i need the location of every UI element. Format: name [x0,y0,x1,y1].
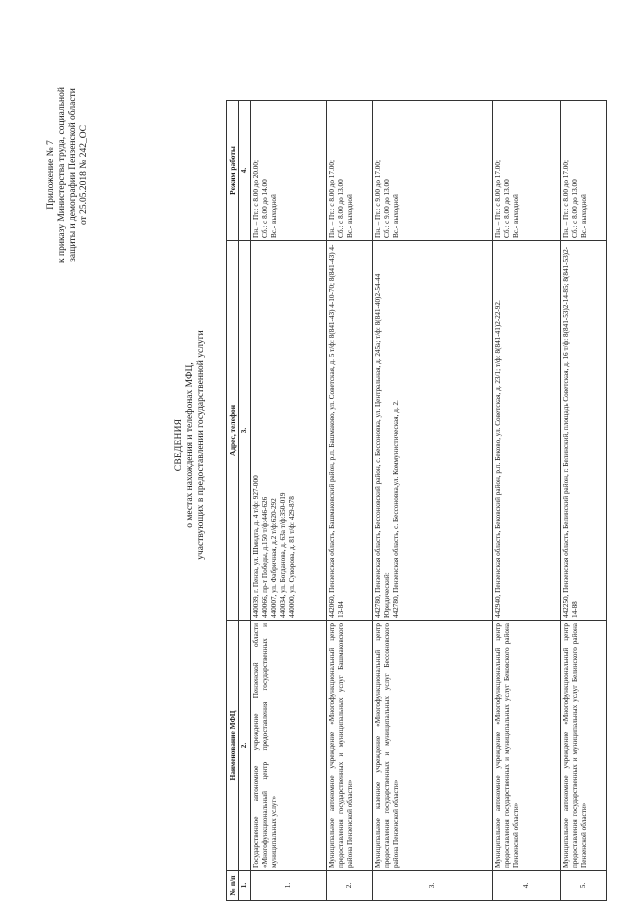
table-row [251,101,327,901]
row-number: 5. [561,871,607,901]
table-row [327,101,373,901]
address-line: 442780, Пензенская область, с. Бессоновка,ул. Коммунистическая, д. 2. [392,400,400,618]
mfc-table [226,100,607,901]
heading-line-3: участвующих в предоставлении государственной услуги [196,330,206,560]
appendix-block [46,25,90,325]
address-line: 442060, Пензенская область, Башмаковский район, р.п. Башмаково, ул. Советская, д. 5 т/ф: 8(841-43) 4-10-70; 8(841-43) 4-13-84 [328,244,345,618]
header-hours: Режим работы [227,101,239,241]
address-line: 440034, ул. Богданова, д. 63а т/ф:350-019 [279,492,287,618]
column-number: 4. [239,101,251,241]
header-name: Наименование МФЦ [227,621,239,871]
hours-line: Сб.: с 9.00 до 13.00 [383,179,391,238]
document-title: СВЕДЕНИЯ [174,418,184,472]
hours-line: Пн. – Пт.: с 9.00 до 17.00; [374,160,382,238]
hours-line: Пн. – Пт.: с 8.00 до 20.00; [252,160,260,238]
mfc-name: Государственное автономное учреждение Пензенской области «Многофункциональный центр предоставления государственных и муниципальных услуг» [251,621,327,871]
header-address: Адрес, телефон [227,241,239,621]
address-line: Юридический: [383,572,391,618]
table-row [561,101,607,901]
address-line: 440066, пр-т Победы, д.150 т/ф:446-626 [261,496,269,618]
column-number: 3. [239,241,251,621]
mfc-hours [251,101,327,241]
heading-line-2: о местах нахождения и телефонах МФЦ, [185,362,195,528]
mfc-name: Муниципальное автономное учреждение «Многофункциональный центр предоставления государственных и муниципальных услуг Белинского района Пензенской области» [561,621,607,871]
hours-line: Вс.- выходной [580,194,588,238]
mfc-name: Муниципальное казенное учреждение «Многофункциональный центр предоставления государственных и муниципальных услуг Бессоновского района Пензенской области» [373,621,493,871]
appendix-line-2: к приказу Министерства труда, социальной [57,87,67,263]
hours-line: Сб.: с 8.00 до 14.00 [261,179,269,238]
row-number: 2. [327,871,373,901]
address-line: 442780, Пензенская область, Бессоновский район, с. Бессоновка, ул. Центральная, д. 245а; т/ф: 8(841-40)2-54-44 [374,273,382,618]
appendix-line-4: от 25.05.2018 № 242_ОС [79,124,89,226]
address-line: 442940, Пензенская область, Бековский район, р.п. Беково, ул. Советская, д. 23/1; т/ф: 8(841-41)2-22-92. [494,300,502,618]
column-number: 2. [239,621,251,871]
mfc-hours [373,101,493,241]
hours-line: Вс.- выходной [392,194,400,238]
mfc-address [493,241,561,621]
address-line: 440039, г. Пенза, ул. Шмидта, д. 4 т/ф: 927-000 [252,475,260,618]
mfc-hours [561,101,607,241]
address-line: 440000, ул. Суворова, д. 81 т/ф: 429-878 [288,496,296,618]
mfc-hours [493,101,561,241]
appendix-line-1: Приложение № 7 [46,140,56,210]
address-line: 440007, ул. Фабричная, д.2 т/ф:620-292 [270,498,278,618]
hours-line: Пн. – Пт.: с 8.00 до 17.00; [494,160,502,238]
hours-line: Вс.- выходной [346,194,354,238]
mfc-address [327,241,373,621]
row-number: 1. [251,871,327,901]
column-number-row [239,101,251,901]
row-number: 4. [493,871,561,901]
row-number: 3. [373,871,493,901]
document-heading [174,45,207,845]
hours-line: Пн. – Пт.: с 8.00 до 17.00; [562,160,570,238]
header-num: № п/п [227,871,239,901]
mfc-name: Муниципальное автономное учреждение «Многофункциональный центр предоставления государственных и муниципальных услуг Башмаковского района Пензенской области» [327,621,373,871]
appendix-line-3: защиты и демографии Пензенской области [68,88,78,262]
hours-line: Сб.: с 8.00 до 13.00 [503,179,511,238]
hours-line: Вс.- выходной [512,194,520,238]
mfc-hours [327,101,373,241]
mfc-name: Муниципальное автономное учреждение «Многофункциональный центр предоставления государственных и муниципальных услуг Бековского района Пензенской области» [493,621,561,871]
address-line: 442250, Пензенская область, Белинский район, г. Белинский, площадь Советская, д. 16 т/ф: 8(841-53)2-14-85; 8(841-53)2-14-88 [562,246,579,618]
table-header-row [227,101,239,901]
hours-line: Сб.: с 8.00 до 13.00 [337,179,345,238]
hours-line: Пн. – Пт.: с 8.00 до 17.00; [328,160,336,238]
column-number: 1. [239,871,251,901]
hours-line: Вс.- выходной [270,194,278,238]
mfc-address [373,241,493,621]
table-row [493,101,561,901]
mfc-address [251,241,327,621]
hours-line: Сб.: с 8.00 до 13.00 [571,179,579,238]
mfc-address [561,241,607,621]
table-row [373,101,493,901]
